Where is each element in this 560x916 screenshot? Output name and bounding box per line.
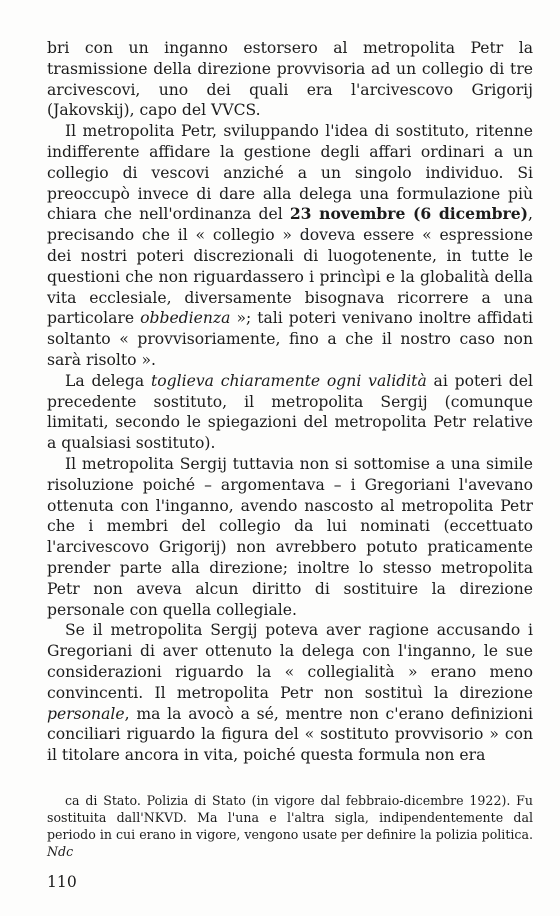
footnote-note-mark: Ndc	[47, 844, 74, 859]
page-number: 110	[47, 873, 77, 891]
italic-term: personale	[47, 704, 125, 723]
paragraph: Il metropolita Sergij tuttavia non si sottomise a una simile risoluzione poiché – argomentava – i Gregoriani l'avevano ottenuta con l'inganno, avendo nascosto al metropolita Petr che i membri del collegio da lui nominati (eccettuato l'arcivescovo Grigorij) non avrebbero potuto praticamente prender parte alla direzione; inoltre lo stesso metropolita Petr non aveva alcun diritto di sostituire la direzione personale con quella collegiale.	[47, 454, 533, 619]
date-emphasis: 23 novembre (6 dicembre)	[289, 204, 529, 224]
paragraph: La delega toglieva chiaramente ogni validità ai poteri del precedente sostituto, il metropolita Sergij (comunque limitati, secondo le spiegazioni del metropolita Petr relative a qualsiasi sostituto).	[47, 371, 533, 453]
footnote: ca di Stato. Polizia di Stato (in vigore dal febbraio-dicembre 1922). Fu sostituita dall'NKVD. Ma l'una e l'altra sigla, indipendentemente dal periodo in cui erano in vigore, vengono usate per definire la polizia politica. Ndc	[47, 793, 533, 859]
italic-term: obbedienza	[140, 309, 231, 328]
main-text	[47, 38, 533, 766]
footnote-block	[47, 792, 533, 860]
paragraph: Se il metropolita Sergij poteva aver ragione accusando i Gregoriani di aver ottenuto la delega con l'inganno, le sue considerazioni riguardo la « collegialità » erano meno convincenti. Il metropolita Petr non sostituì la direzione personale, ma la avocò a sé, mentre non c'erano definizioni conciliari riguardo la figura del « sostituto provvisorio » con il titolare ancora in vita, poiché questa formula non era	[47, 621, 533, 765]
paragraph: bri con un inganno estorsero al metropolita Petr la trasmissione della direzione provvisoria ad un collegio di tre arcivescovi, uno dei quali era l'arcivescovo Grigorij (Jakovskij), capo del VVCS.	[47, 39, 533, 120]
paragraph: Il metropolita Petr, sviluppando l'idea di sostituto, ritenne indifferente affidare la gestione degli affari ordinari a un collegio di vescovi anziché a un singolo individuo. Si preoccupò invece di dare alla delega una formulazione più chiara che nell'ordinanza del 23 novembre (6 dicembre), precisando che il « collegio » doveva essere « espressione dei nostri poteri discrezionali di luogotenente, in tutte le questioni che non riguardassero i princìpi e la globalità della vita ecclesiale, diversamente bisognava ricorrere a una particolare obbedienza »; tali poteri venivano inoltre affidati soltanto « provvisoriamente, fino a che il nostro caso non sarà risolto ».	[47, 122, 533, 369]
italic-phrase: toglieva chiaramente ogni validità	[150, 371, 427, 390]
